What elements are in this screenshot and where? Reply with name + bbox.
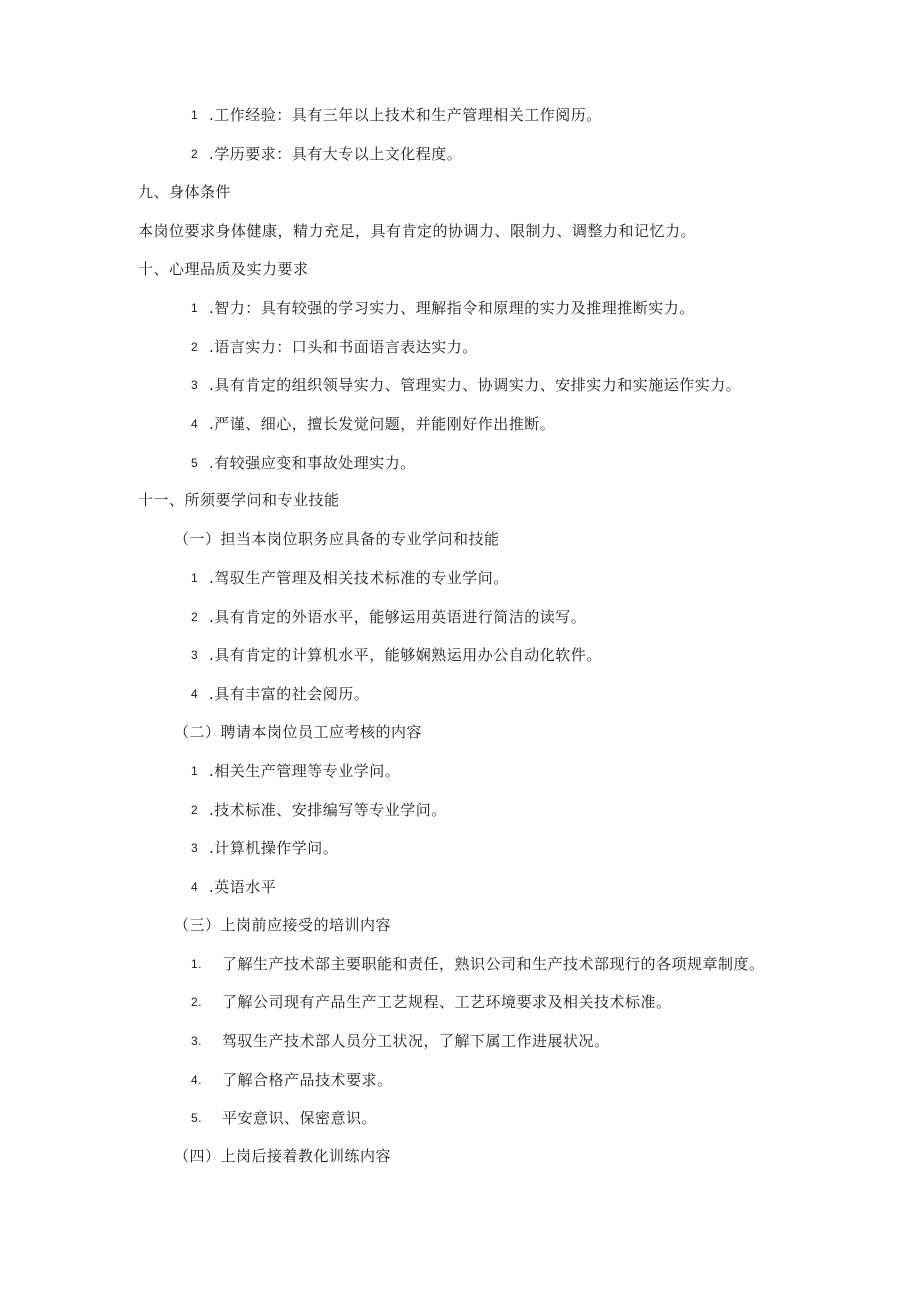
subsection-heading-text: （四）上岗后接着教化训练内容 [174,1147,392,1165]
list-item-number: 4 [191,880,199,894]
subsection-heading-text: （一）担当本岗位职务应具备的专业学问和技能 [174,530,500,548]
list-item-number: 2. [191,995,203,1009]
list-item-number: 1 [191,764,199,778]
list-item-number: 2 [191,610,199,624]
list-item-text: .严谨、细心，擅长发觉问题，并能刚好作出推断。 [209,415,556,433]
list-item-text: .相关生产管理等专业学问。 [209,762,401,780]
list-item-number: 3 [191,378,199,392]
list-item-text: .具有肯定的计算机水平，能够娴熟运用办公自动化软件。 [209,646,602,664]
subsection-heading-text: （三）上岗前应接受的培训内容 [174,916,392,934]
list-item-text: 驾驭生产技术部人员分工状况，了解下属工作进展状况。 [222,1032,610,1050]
paragraph-text: 本岗位要求身体健康，精力充足，具有肯定的协调力、限制力、调整力和记忆力。 [138,222,697,240]
list-item-number: 2 [191,803,199,817]
list-item-text: .技术标准、安排编写等专业学问。 [209,801,447,819]
section-heading-text: 十、心理品质及实力要求 [138,260,309,278]
list-item-number: 2 [191,340,199,354]
list-item-text: 平安意识、保密意识。 [222,1109,378,1127]
list-item-text: .工作经验：具有三年以上技术和生产管理相关工作阅历。 [209,106,602,124]
list-item-number: 3 [191,648,199,662]
subsection-heading-text: （二）聘请本岗位员工应考核的内容 [174,723,423,741]
section-heading-text: 十一、所须要学问和专业技能 [138,491,340,509]
list-item-number: 1 [191,108,199,122]
list-item-number: 5. [191,1111,203,1125]
list-item-number: 1 [191,571,199,585]
list-item-number: 5 [191,456,199,470]
list-item-text: .英语水平 [209,878,277,896]
list-item-text: .具有肯定的外语水平，能够运用英语进行简洁的读写。 [209,608,587,626]
list-item-text: .有较强应变和事故处理实力。 [209,454,416,472]
list-item-number: 2 [191,147,199,161]
list-item-text: .驾驭生产管理及相关技术标准的专业学问。 [209,569,509,587]
list-item-text: .学历要求：具有大专以上文化程度。 [209,145,463,163]
list-item-text: .语言实力：口头和书面语言表达实力。 [209,338,478,356]
list-item-number: 4 [191,687,199,701]
section-heading-text: 九、身体条件 [138,183,232,201]
list-item-text: 了解生产技术部主要职能和责任，熟识公司和生产技术部现行的各项规章制度。 [222,955,765,973]
list-item-text: .具有肯定的组织领导实力、管理实力、协调实力、安排实力和实施运作实力。 [209,376,742,394]
list-item-number: 3 [191,841,199,855]
list-item-text: .计算机操作学问。 [209,839,339,857]
list-item-text: 了解合格产品技术要求。 [222,1071,393,1089]
list-item-text: .具有丰富的社会阅历。 [209,685,370,703]
list-item-number: 3. [191,1034,203,1048]
list-item-number: 4. [191,1073,203,1087]
list-item-number: 1. [191,957,203,971]
list-item-text: 了解公司现有产品生产工艺规程、工艺环境要求及相关技术标准。 [222,993,672,1011]
list-item-text: .智力：具有较强的学习实力、理解指令和原理的实力及推理推断实力。 [209,299,695,317]
list-item-number: 4 [191,417,199,431]
list-item-number: 1 [191,301,199,315]
